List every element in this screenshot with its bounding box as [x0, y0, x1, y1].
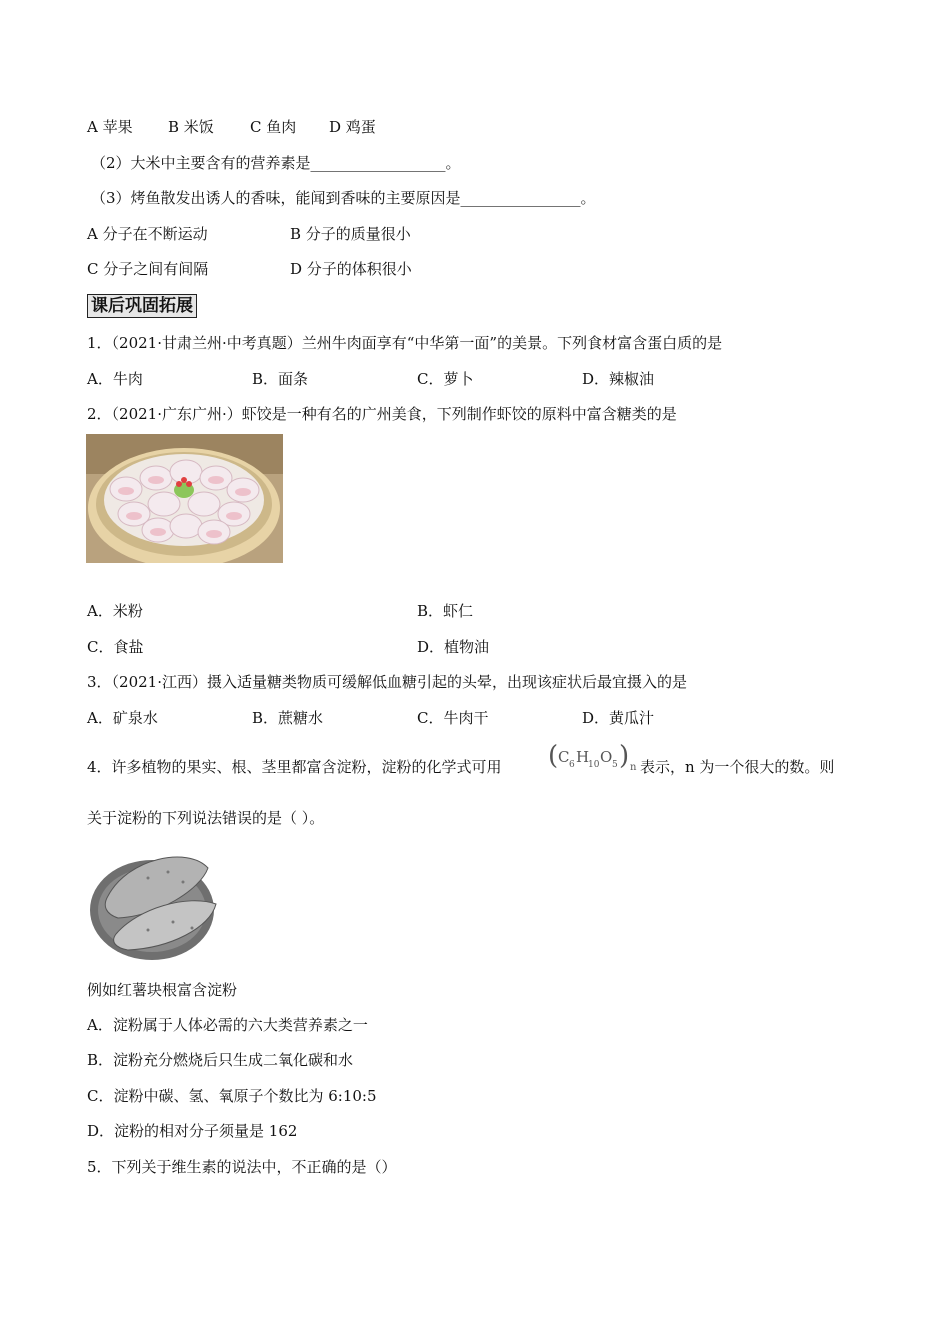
- q3-option-b: B．蔗糖水: [252, 709, 324, 727]
- formula-open-paren: (: [548, 741, 559, 771]
- q4-option-c: C．淀粉中碳、氢、氧原子个数比为 6:10:5: [87, 1087, 377, 1105]
- formula-close-paren: ): [619, 741, 630, 771]
- formula-c-sub: 6: [569, 760, 575, 770]
- option-b: B 米饭: [168, 118, 214, 136]
- sweet-potato-photo: [88, 838, 222, 962]
- option-c: C 鱼肉: [250, 118, 297, 136]
- question-4-stem-start: 4．许多植物的果实、根、茎里都富含淀粉，淀粉的化学式可用: [87, 758, 502, 776]
- question-4-stem-end: 表示，n 为一个很大的数。则: [640, 758, 835, 776]
- q3-option-a: A．矿泉水: [87, 709, 158, 727]
- option-d: D 鸡蛋: [329, 118, 376, 136]
- q3-option-d: D．黄瓜汁: [582, 709, 655, 727]
- q4-option-d: D．淀粉的相对分子须量是 162: [87, 1122, 298, 1140]
- q2-option-b: B．虾仁: [417, 602, 474, 620]
- q1-option-c: C．萝卜: [417, 370, 474, 388]
- q4-option-b: B．淀粉充分燃烧后只生成二氧化碳和水: [87, 1051, 354, 1069]
- question-4-stem-line2: 关于淀粉的下列说法错误的是（ ）。: [87, 809, 325, 827]
- option-a: A 苹果: [87, 118, 133, 136]
- sub3-option-c: C 分子之间有间隔: [87, 260, 209, 278]
- sub3-option-b: B 分子的质量很小: [290, 225, 411, 243]
- sub3-option-a: A 分子在不断运动: [87, 225, 208, 243]
- question-1-stem: 1．（2021·甘肃兰州·中考真题）兰州牛肉面享有“中华第一面”的美景。下列食材富含蛋白质的是: [87, 334, 723, 352]
- formula-h: H: [576, 748, 590, 766]
- formula-o-sub: 5: [612, 760, 618, 770]
- sub-question-3: （3）烤鱼散发出诱人的香味，能闻到香味的主要原因是________________。: [91, 189, 596, 207]
- sub3-option-d: D 分子的体积很小: [290, 260, 412, 278]
- q2-option-d: D．植物油: [417, 638, 490, 656]
- q4-option-a: A．淀粉属于人体必需的六大类营养素之一: [87, 1016, 368, 1034]
- q1-option-b: B．面条: [252, 370, 309, 388]
- sub-question-2: （2）大米中主要含有的营养素是__________________。: [91, 154, 461, 172]
- question-2-stem: 2．（2021·广东广州·）虾饺是一种有名的广州美食，下列制作虾饺的原料中富含糖类的是: [87, 405, 677, 423]
- formula-n: n: [630, 762, 637, 773]
- shrimp-dumpling-photo: [86, 434, 283, 563]
- q3-option-c: C．牛肉干: [417, 709, 489, 727]
- formula-c: C: [558, 748, 570, 766]
- question-3-stem: 3．（2021·江西）摄入适量糖类物质可缓解低血糖引起的头晕，出现该症状后最宜摄入的是: [87, 673, 687, 691]
- formula-o: O: [600, 748, 613, 766]
- q1-option-a: A．牛肉: [87, 370, 143, 388]
- section-title: 课后巩固拓展: [87, 294, 197, 318]
- starch-formula: [548, 740, 640, 780]
- q2-option-c: C．食盐: [87, 638, 144, 656]
- q2-option-a: A．米粉: [87, 602, 143, 620]
- q1-option-d: D．辣椒油: [582, 370, 655, 388]
- question-5-stem: 5．下列关于维生素的说法中，不正确的是（）: [87, 1158, 397, 1176]
- formula-h-sub: 10: [588, 760, 600, 770]
- image-caption: 例如红薯块根富含淀粉: [87, 981, 238, 999]
